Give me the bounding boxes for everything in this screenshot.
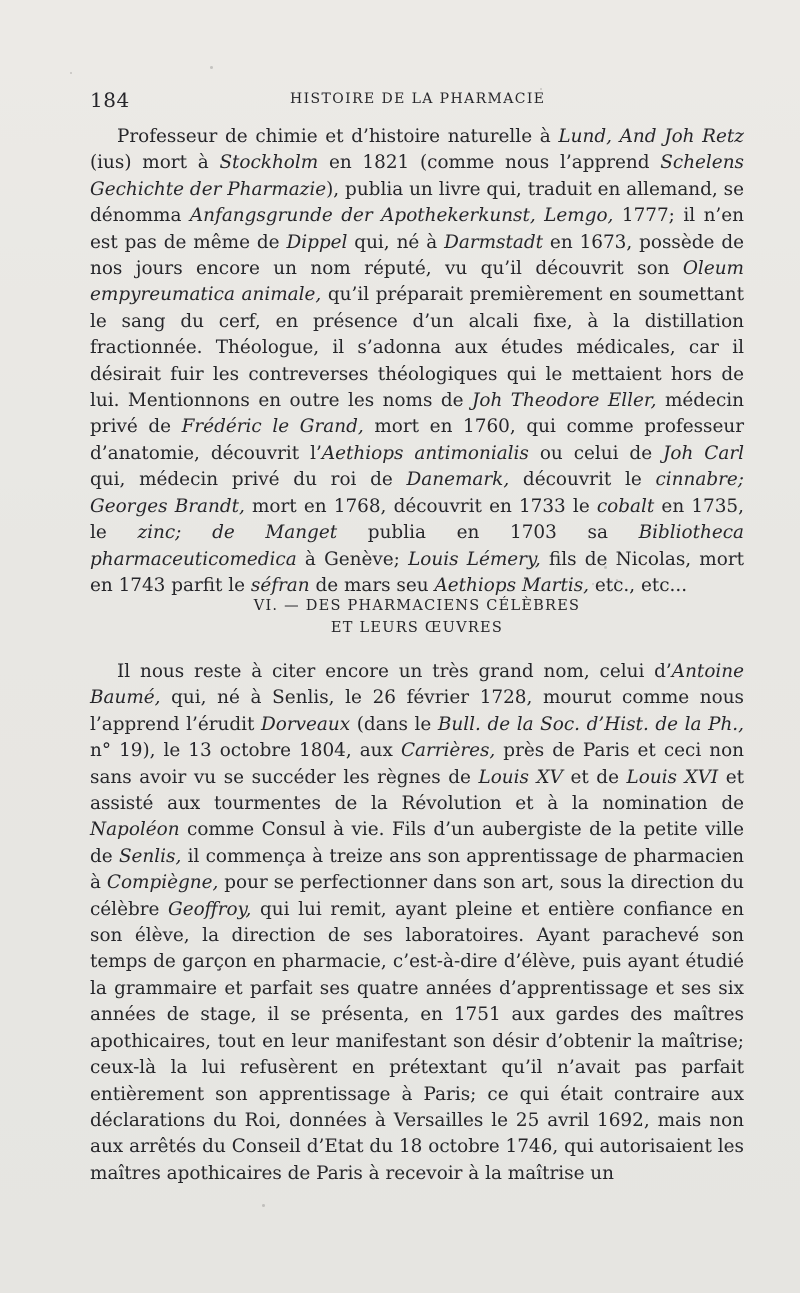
italic-text-run: Joh Carl xyxy=(663,442,744,464)
page-number: 184 xyxy=(90,88,130,112)
italic-text-run: Schelens Gechichte der Pharmazie xyxy=(90,152,744,200)
text-run: fils de Nicolas, mort en 1743 parfit le xyxy=(90,548,745,596)
text-run: qui lui remit, ayant pleine et entière confiance en son élève, la direction de ses laboratoires. Ayant parachevé son temps de garçon en pharmacie, c’est-à-dire d’élève, puis ayant étudié la grammaire et parfait ses quatre années d’apprentissage et ses six années de stage, il se présenta, en 1751 aux gardes des maîtres apothicaires, tout en leur manifestant son désir d’obtenir la maîtrise; ceux-là la lui refusèrent en prétextant qu’il n’avait pas parfait entièrement son apprentissage à Paris; ce qui était contraire aux déclarations du Roi, données à Versailles le 25 avril 1692, mais non aux arrêtés du Conseil d’Etat du 18 octobre 1746, qui autorisaient les maîtres apothicaires de Paris à recevoir à la maîtrise un xyxy=(90,898,744,1184)
text-run: pour se perfectionner dans son art, sous la direction du célèbre xyxy=(90,872,744,920)
italic-text-run: Carrières, xyxy=(400,740,496,762)
text-run: médecin privé de xyxy=(90,390,744,438)
italic-text-run: Anfangsgrunde der Apothekerkunst, Lemgo, xyxy=(189,205,614,227)
text-run: découvrit le xyxy=(509,469,656,491)
italic-text-run: Stockholm xyxy=(219,152,319,174)
text-run: comme Consul à vie. Fils d’un aubergiste de la petite ville de xyxy=(90,819,744,867)
text-run: près de Paris et ceci non sans avoir vu se succéder les règnes de xyxy=(90,740,745,788)
italic-text-run: cobalt xyxy=(596,495,655,517)
italic-text-run: zinc; de Manget xyxy=(137,522,338,544)
italic-text-run: Napoléon xyxy=(90,819,180,841)
italic-text-run: Dippel xyxy=(286,231,348,253)
paper-speck xyxy=(210,66,213,69)
text-run: (dans le xyxy=(350,713,438,735)
paragraph-1 xyxy=(90,124,744,599)
italic-text-run: Louis XV xyxy=(478,766,563,788)
italic-text-run: Compiègne, xyxy=(106,872,219,894)
text-run: en 1673, possède de nos jours encore un nom réputé, vu qu’il découvrit son xyxy=(90,231,744,280)
text-run: qu’il préparait premièrement en soumettant le sang du cerf, en présence d’un alcali fixe, à la distillation fractionnée. Théologue, il s’adonna aux études médicales, car il désirait fuir les contreverses théologiques qui le mettaient hors de lui. Mentionnons en outre les noms de xyxy=(90,284,745,412)
italic-text-run: Oleum empyreumatica animale, xyxy=(90,258,744,306)
paper-speck xyxy=(262,1204,265,1207)
italic-text-run: cinnabre; Georges Brandt, xyxy=(90,469,744,517)
italic-text-run: Antoine Baumé, xyxy=(90,661,744,709)
running-title: HISTOIRE DE LA PHARMACIE xyxy=(290,91,546,107)
text-run: en 1735, le xyxy=(90,495,744,544)
text-run: publia en 1703 sa xyxy=(337,522,639,544)
text-run: Professeur de chimie et d’histoire naturelle à xyxy=(117,126,559,147)
text-run: qui, né à xyxy=(347,231,445,253)
text-run: 1777; il n’en est pas de même de xyxy=(90,205,744,253)
italic-text-run: Geoffroy, xyxy=(168,898,252,920)
italic-text-run: Frédéric le Grand, xyxy=(181,416,364,438)
italic-text-run: Aethiops antimonialis xyxy=(321,442,529,464)
section-heading-line-2: ET LEURS ŒUVRES xyxy=(330,620,504,636)
text-run: (ius) mort à xyxy=(90,152,220,174)
paper-speck xyxy=(592,583,594,585)
italic-text-run: Bull. de la Soc. d’Hist. de la Ph., xyxy=(437,713,745,735)
text-run: et assisté aux tourmentes de la Révolution et à la nomination de xyxy=(90,766,745,815)
text-run: en 1821 (comme nous l’apprend xyxy=(318,152,661,174)
paper-speck xyxy=(604,566,607,569)
italic-text-run: Danemark, xyxy=(406,469,510,491)
text-run: à Genève; xyxy=(296,548,409,570)
italic-text-run: Dorveaux xyxy=(261,713,351,735)
text-run: ), publia un livre qui, traduit en allemand, se dénomma xyxy=(90,178,744,227)
text-run: ou celui de xyxy=(528,442,664,464)
text-run: et de xyxy=(562,766,627,788)
section-heading xyxy=(90,595,744,639)
paper-speck xyxy=(540,88,542,90)
text-run: qui, né à Senlis, le 26 février 1728, mourut comme nous l’apprend l’érudit xyxy=(90,687,744,735)
italic-text-run: Louis Lémery, xyxy=(408,548,541,570)
italic-text-run: Senlis, xyxy=(118,845,182,867)
italic-text-run: séfran xyxy=(250,574,310,596)
section-heading-line-1: VI. — DES PHARMACIENS CÉLÈBRES xyxy=(253,598,581,614)
italic-text-run: Joh Theodore Eller, xyxy=(472,390,657,412)
text-run: mort en 1768, découvrit en 1733 le xyxy=(244,495,597,517)
paper-speck xyxy=(70,72,72,74)
italic-text-run: Louis XVI xyxy=(626,766,719,788)
italic-text-run: Aethiops Martis, xyxy=(434,574,590,596)
paragraph-2 xyxy=(90,659,744,1187)
text-run: Il nous reste à citer encore un très grand nom, celui d’ xyxy=(117,661,672,682)
running-head xyxy=(90,88,740,112)
text-run: de mars seu xyxy=(309,574,435,596)
text-run: n° 19), le 13 octobre 1804, aux xyxy=(90,740,401,762)
italic-text-run: Darmstadt xyxy=(444,231,544,253)
text-run: il commença à treize ans son apprentissage de pharmacien à xyxy=(90,845,744,894)
text-run: etc., etc... xyxy=(589,574,688,596)
italic-text-run: Lund, And Joh Retz xyxy=(558,126,744,147)
italic-text-run: Bibliotheca pharmaceuticomedica xyxy=(90,522,744,570)
text-run: mort en 1760, qui comme professeur d’anatomie, découvrit l’ xyxy=(90,416,744,464)
text-run: qui, médecin privé du roi de xyxy=(90,469,407,491)
paper-speck xyxy=(616,579,618,581)
